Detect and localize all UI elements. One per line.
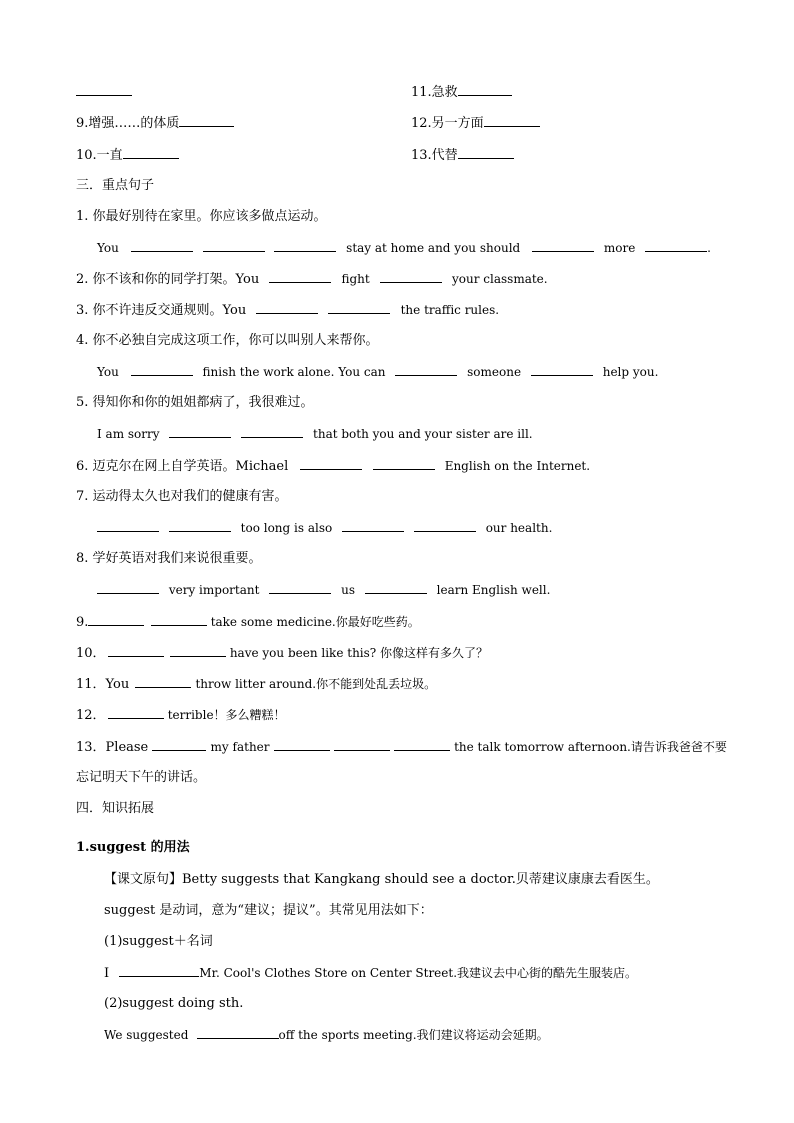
blank (241, 425, 303, 438)
text: take some medicine.你最好吃些药。 (210, 615, 420, 629)
text: I am sorry (97, 427, 160, 441)
blank (645, 239, 707, 252)
blank (97, 581, 159, 594)
original-sentence: 【课文原句】Betty suggests that Kangkang should see a doctor.贝蒂建议康康去看医生。 (104, 872, 659, 887)
vocab-row1-right (411, 114, 540, 133)
sentence-9 (76, 613, 420, 632)
sentence-4-cn: 4. 你不必独自完成这项工作，你可以叫别人来帮你。 (76, 333, 379, 348)
blank (531, 363, 593, 376)
text: have you been like this? 你像这样有多久了？ (229, 646, 489, 660)
text: You (97, 241, 119, 255)
blank (342, 519, 404, 532)
text: off the sports meeting.我们建议将运动会延期。 (278, 1028, 549, 1042)
text: very important (168, 583, 260, 597)
text: 3. 你不许违反交通规则。You (76, 303, 247, 318)
sentence-4-en (97, 363, 658, 381)
blank (169, 425, 231, 438)
text: 12． (76, 708, 106, 723)
blank (135, 675, 191, 688)
blank (152, 738, 206, 751)
text: someone (467, 365, 522, 379)
text: help you. (602, 365, 659, 379)
sentence-7-en (97, 519, 552, 537)
sentence-5-en (97, 425, 533, 443)
blank (88, 613, 144, 626)
sentence-1-cn: 1. 你最好别待在家里。你应该多做点运动。 (76, 209, 327, 224)
text: terrible！多么糟糕！ (167, 708, 286, 722)
blank (119, 964, 199, 977)
usage-1-example (104, 964, 637, 983)
vocab-item: 10.一直 (76, 148, 123, 163)
text: the traffic rules. (400, 303, 500, 317)
vocab-row0-right (411, 83, 512, 102)
text: 2. 你不该和你的同学打架。You (76, 272, 260, 287)
text: 9. (76, 615, 89, 630)
text: You (97, 365, 119, 379)
blank (170, 644, 226, 657)
section3-heading: 三．重点句子 (76, 178, 155, 193)
sentence-10 (76, 644, 488, 663)
section4-heading: 四．知识拓展 (76, 801, 155, 816)
blank (365, 581, 427, 594)
section4-sub1-title: 1.suggest 的用法 (76, 840, 190, 855)
sentence-5-cn: 5. 得知你和你的姐姐都病了，我很难过。 (76, 395, 314, 410)
text: that both you and your sister are ill. (313, 427, 533, 441)
blank (328, 301, 390, 314)
text: the talk tomorrow afternoon.请告诉我爸爸不要 (454, 740, 727, 754)
sentence-2 (76, 270, 548, 289)
text: too long is also (240, 521, 333, 535)
text: We suggested (104, 1028, 189, 1042)
blank (169, 519, 231, 532)
vocab-item: 9.增强……的体质 (76, 116, 180, 131)
blank (458, 83, 512, 96)
vocab-item: 12.另一方面 (411, 116, 484, 131)
sentence-8-en (97, 581, 550, 599)
text: our health. (485, 521, 553, 535)
usage-2-example (104, 1026, 549, 1045)
blank (269, 270, 331, 283)
blank (76, 83, 132, 96)
text: stay at home and you should (346, 241, 521, 255)
sentence-3 (76, 301, 499, 320)
text: your classmate. (452, 272, 548, 286)
sentence-1-en (97, 239, 711, 257)
blank (203, 239, 265, 252)
vocab-row2-left (76, 146, 179, 165)
blank (197, 1026, 279, 1039)
blank (108, 706, 164, 719)
blank (373, 457, 435, 470)
sentence-6 (76, 457, 590, 476)
text: fight (341, 272, 370, 286)
blank (256, 301, 318, 314)
vocab-item: 11.急救 (411, 85, 458, 100)
sentence-13-cont: 忘记明天下午的讲话。 (76, 770, 207, 785)
sentence-7-cn: 7. 运动得太久也对我们的健康有害。 (76, 489, 288, 504)
text: us (341, 583, 355, 597)
blank (97, 519, 159, 532)
blank (274, 239, 336, 252)
text: finish the work alone. You can (202, 365, 386, 379)
usage-description: suggest 是动词，意为“建议；提议”。其常见用法如下： (104, 903, 433, 918)
vocab-row0-left (76, 83, 132, 102)
sentence-13 (76, 738, 727, 757)
blank (394, 738, 450, 751)
blank (395, 363, 457, 376)
blank (151, 613, 207, 626)
sentence-8-cn: 8. 学好英语对我们来说很重要。 (76, 551, 262, 566)
blank (131, 239, 193, 252)
text: . (707, 241, 711, 255)
usage-2-title: (2)suggest doing sth. (104, 996, 244, 1011)
blank (334, 738, 390, 751)
text: 13．Please (76, 740, 149, 755)
text: I (104, 966, 110, 981)
sentence-11 (76, 675, 436, 694)
blank (380, 270, 442, 283)
text: more (603, 241, 636, 255)
blank (532, 239, 594, 252)
text: 11．You (76, 677, 130, 692)
text: throw litter around.你不能到处乱丢垃圾。 (195, 677, 437, 691)
vocab-row1-left (76, 114, 234, 133)
text: 6. 迈克尔在网上自学英语。Michael (76, 459, 289, 474)
blank (458, 146, 514, 159)
text: English on the Internet. (444, 459, 591, 473)
usage-1-title: (1)suggest＋名词 (104, 934, 213, 949)
text: 10． (76, 646, 106, 661)
text: Mr. Cool's Clothes Store on Center Street.我建议去中心街的酷先生服装店。 (199, 966, 638, 980)
vocab-row2-right (411, 146, 514, 165)
blank (414, 519, 476, 532)
blank (274, 738, 330, 751)
blank (484, 114, 540, 127)
text: my father (210, 740, 270, 754)
blank (269, 581, 331, 594)
text: learn English well. (436, 583, 551, 597)
sentence-12 (76, 706, 286, 725)
blank (108, 644, 164, 657)
blank (179, 114, 234, 127)
vocab-item: 13.代替 (411, 148, 458, 163)
blank (131, 363, 193, 376)
blank (123, 146, 179, 159)
blank (300, 457, 362, 470)
